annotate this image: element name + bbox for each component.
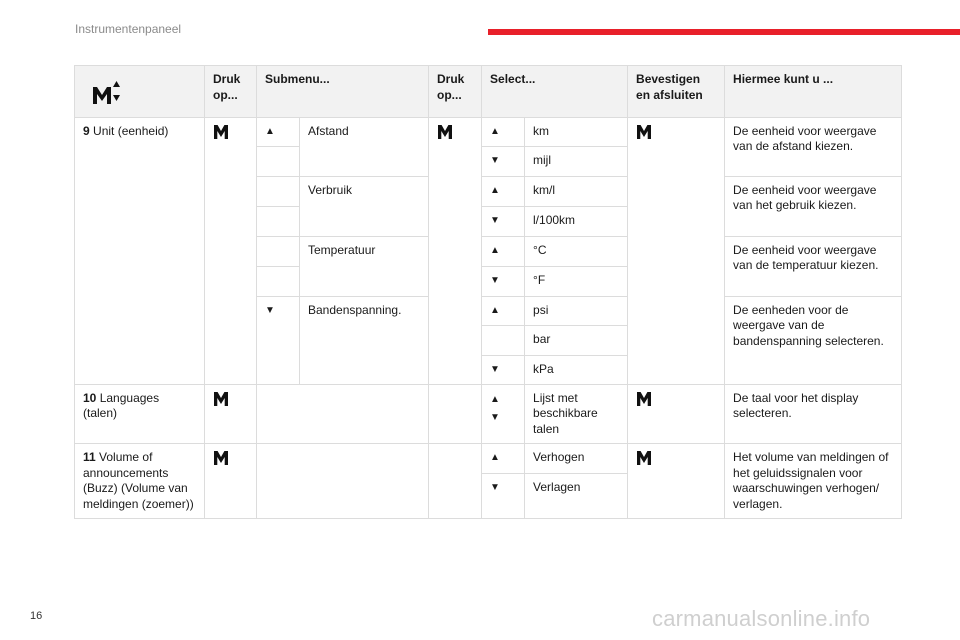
- down-glyph: [113, 95, 120, 101]
- m-button-icon: [213, 450, 229, 466]
- menu-item-languages: [75, 384, 205, 444]
- header-accent-bar: [488, 29, 960, 35]
- table-row: [75, 117, 902, 146]
- m-button-icon: [636, 124, 652, 140]
- option-decrease: Verlagen: [525, 474, 628, 519]
- down-arrow-icon: ▼: [482, 355, 525, 384]
- option-psi: psi: [525, 296, 628, 325]
- item-label: Volume of announcements (Buzz) (Volume van meldingen (zoemer)): [83, 450, 194, 511]
- confirm-m-cell: [628, 117, 725, 384]
- option-bar: bar: [525, 325, 628, 355]
- up-arrow-icon: ▲: [482, 117, 525, 146]
- up-glyph: [113, 81, 120, 87]
- option-celsius: °C: [525, 236, 628, 266]
- empty-cell: [257, 176, 300, 206]
- desc-volume: Het volume van meldingen of het geluidssignalen voor waarschuwingen verhogen/ verlagen.: [725, 444, 902, 519]
- table-row: [75, 384, 902, 444]
- down-arrow-icon: ▼: [257, 296, 300, 384]
- up-arrow-icon: ▲: [482, 296, 525, 325]
- submenu-tyre-pressure: Bandenspanning.: [300, 296, 429, 384]
- m-shape: [637, 125, 651, 139]
- settings-table: [74, 65, 902, 519]
- down-arrow-icon: ▼: [482, 206, 525, 236]
- option-fahrenheit: °F: [525, 266, 628, 296]
- up-arrow-icon: ▲: [482, 176, 525, 206]
- section-title: Instrumentenpaneel: [75, 22, 182, 36]
- empty-cell: [257, 146, 300, 176]
- m-button-icon: [437, 124, 453, 140]
- press-m-cell: [205, 384, 257, 444]
- option-mijl: mijl: [525, 146, 628, 176]
- submenu-temperature: Temperatuur: [300, 236, 429, 296]
- page-number: 16: [30, 610, 43, 622]
- col-druk2: Druk op...: [429, 66, 482, 118]
- item-label: Unit (eenheid): [93, 123, 169, 138]
- press-m-cell: [429, 117, 482, 384]
- empty-cell: [257, 266, 300, 296]
- option-kpa: kPa: [525, 355, 628, 384]
- item-number: 10: [83, 390, 97, 405]
- down-arrow-icon: ▼: [482, 474, 525, 519]
- item-label: Languages (talen): [83, 390, 160, 420]
- empty-cell: [257, 236, 300, 266]
- menu-item-unit: [75, 117, 205, 384]
- updown-arrows-cell: [482, 384, 525, 444]
- item-number: 9: [83, 123, 90, 138]
- empty-cell: [429, 384, 482, 444]
- option-l100km: l/100km: [525, 206, 628, 236]
- press-m-cell: [205, 117, 257, 384]
- col-druk1: Druk op...: [205, 66, 257, 118]
- desc-tyre-pressure: De eenheden voor de weergave van de bandenspanning selecteren.: [725, 296, 902, 384]
- submenu-consumption: Verbruik: [300, 176, 429, 236]
- col-select: Select...: [482, 66, 628, 118]
- down-arrow-icon: ▼: [482, 146, 525, 176]
- m-shape: [214, 125, 228, 139]
- desc-languages: De taal voor het display selecteren.: [725, 384, 902, 444]
- m-glyph: [93, 87, 111, 104]
- up-arrow-icon: ▲: [490, 393, 500, 405]
- m-shape: [214, 451, 228, 465]
- empty-cell: [482, 325, 525, 355]
- option-kml: km/l: [525, 176, 628, 206]
- m-button-icon: [636, 391, 652, 407]
- m-button-icon: [213, 391, 229, 407]
- desc-consumption: De eenheid voor weergave van het gebruik kiezen.: [725, 176, 902, 236]
- option-language-list: Lijst met beschikbare talen: [525, 384, 628, 444]
- m-updown-icon: [91, 78, 121, 106]
- up-arrow-icon: ▲: [482, 236, 525, 266]
- col-confirm: Bevestigen en afsluiten: [628, 66, 725, 118]
- submenu-distance: Afstand: [300, 117, 429, 176]
- col-purpose: Hiermee kunt u ...: [725, 66, 902, 118]
- up-arrow-icon: ▲: [257, 117, 300, 146]
- watermark: carmanualsonline.info: [652, 606, 871, 631]
- press-m-cell: [205, 444, 257, 519]
- confirm-m-cell: [628, 444, 725, 519]
- m-button-icon: [213, 124, 229, 140]
- m-shape: [637, 392, 651, 406]
- desc-temperature: De eenheid voor weergave van de temperatuur kiezen.: [725, 236, 902, 296]
- col-submenu: Submenu...: [257, 66, 429, 118]
- table-header-row: [75, 66, 902, 118]
- desc-distance: De eenheid voor weergave van de afstand kiezen.: [725, 117, 902, 176]
- accent-rect: [488, 29, 960, 35]
- m-shape: [214, 392, 228, 406]
- header-icon-cell: [75, 66, 205, 118]
- confirm-m-cell: [628, 384, 725, 444]
- up-arrow-icon: ▲: [482, 444, 525, 474]
- item-number: 11: [83, 450, 96, 464]
- m-shape: [438, 125, 452, 139]
- empty-cell: [429, 444, 482, 519]
- empty-cell: [257, 444, 429, 519]
- down-arrow-icon: ▼: [482, 266, 525, 296]
- menu-item-volume: [75, 444, 205, 519]
- empty-cell: [257, 384, 429, 444]
- option-increase: Verhogen: [525, 444, 628, 474]
- option-km: km: [525, 117, 628, 146]
- m-button-icon: [636, 450, 652, 466]
- down-arrow-icon: ▼: [490, 411, 500, 423]
- m-shape: [637, 451, 651, 465]
- empty-cell: [257, 206, 300, 236]
- table-row: [75, 444, 902, 474]
